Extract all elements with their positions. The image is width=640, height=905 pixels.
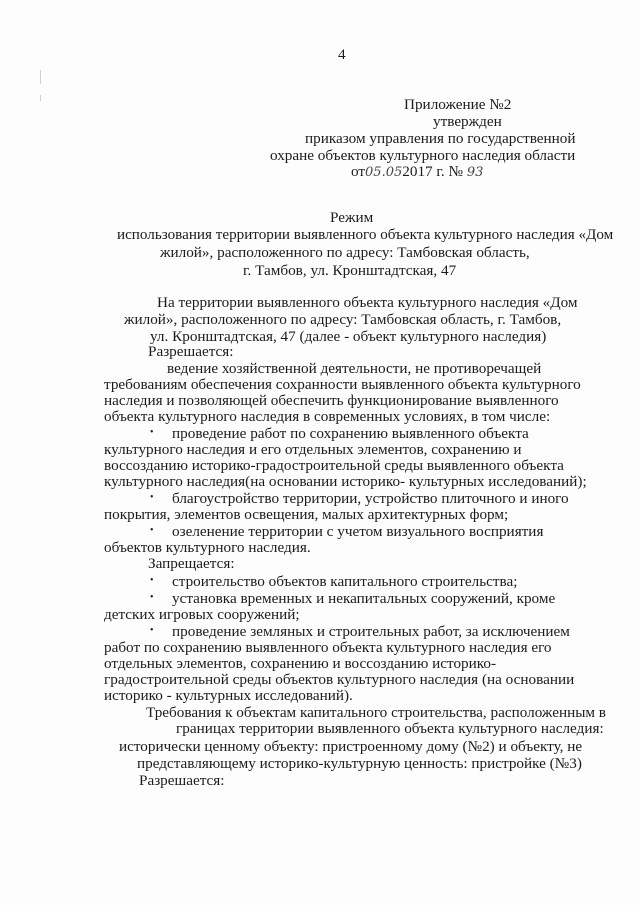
approved-label: утвержден [433,113,502,130]
scan-edge-mark [40,95,41,101]
page-number: 4 [338,46,346,63]
allowed-item2-line1: благоустройство территории, устройство плиточного и иного [172,490,569,507]
allowed-item1-line4: культурного наследия(на основании историко- культурных исследований); [104,473,587,490]
appendix-label: Приложение №2 [404,96,512,113]
allowed-item1-line3: воссозданию историко-градостроительной среды выявленного объекта [104,457,564,474]
bullet-icon: • [150,427,154,438]
forbidden-item3-line2: работ по сохранению выявленного объекта культурного наследия его [104,639,552,656]
date-prefix: от [351,163,366,180]
requirements-line1: Требования к объектам капитального строительства, расположенным в [146,704,606,721]
title-line3: жилой», расположенного по адресу: Тамбовская область, [160,244,530,261]
forbidden-item2-line2: детских игровых сооружений; [104,606,300,623]
bullet-icon: • [150,592,154,603]
allowed-text-line1: ведение хозяйственной деятельности, не противоречащей [167,360,542,377]
allowed-text-line3: наследия и позволяющей обеспечить функционирование выявленного [104,392,559,409]
forbidden-item3-line4: градостроительной среды объектов культурного наследия (на основании [104,671,575,688]
allowed-item3-line2: объектов культурного наследия. [104,539,311,556]
bullet-icon: • [150,625,154,636]
allowed-text-line2: требованиям обеспечения сохранности выявленного объекта культурного [104,376,581,393]
final-allowed-heading: Разрешается: [139,772,225,789]
title-line2: использования территории выявленного объекта культурного наследия «Дом [117,226,614,243]
forbidden-heading: Запрещается: [148,555,235,572]
scan-edge-mark [40,70,41,84]
bullet-icon: • [150,492,154,503]
bullet-icon: • [150,525,154,536]
allowed-item2-line2: покрытия, элементов освещения, малых архитектурных форм; [104,506,509,523]
order-authority-line1: приказом управления по государственной [305,130,576,147]
allowed-item1-line2: культурного наследия и его отдельных элементов, сохранению и [104,441,522,458]
allowed-item1-line1: проведение работ по сохранению выявленного объекта [172,425,529,442]
order-date-line [351,163,483,182]
order-authority-line2: охране объектов культурного наследия области [270,147,576,164]
bullet-icon: • [150,575,154,586]
title-line4: г. Тамбов, ул. Кронштадтская, 47 [243,262,457,279]
forbidden-item3-line5: историко - культурных исследований). [104,687,353,704]
handwritten-date: 05.05 [365,165,403,180]
allowed-text-line4: объекта культурного наследия в современных условиях, в том числе: [104,408,551,425]
allowed-heading: Разрешается: [148,343,234,360]
intro-line3: ул. Кронштадтская, 47 (далее - объект культурного наследия) [150,328,547,345]
intro-line2: жилой», расположенного по адресу: Тамбовская область, г. Тамбов, [124,311,562,328]
forbidden-item1-line1: строительство объектов капитального строительства; [172,573,518,590]
handwritten-number: 93 [466,165,484,180]
forbidden-item3-line1: проведение земляных и строительных работ, за исключением [172,623,570,640]
date-suffix: 2017 г. № [402,163,464,180]
forbidden-item3-line3: отдельных элементов, сохранению и воссозданию историко- [104,655,497,672]
intro-line1: На территории выявленного объекта культурного наследия «Дом [157,294,578,311]
requirements-line3: исторически ценному объекту: пристроенному дому (№2) и объекту, не [119,738,583,755]
allowed-item3-line1: озеленение территории с учетом визуального восприятия [172,523,544,540]
requirements-line4: представляющему историко-культурную ценность: пристройке (№3) [137,755,582,772]
forbidden-item2-line1: установка временных и некапитальных сооружений, кроме [172,590,556,607]
document-title: Режим [330,209,374,226]
requirements-line2: границах территории выявленного объекта культурного наследия: [176,720,604,737]
